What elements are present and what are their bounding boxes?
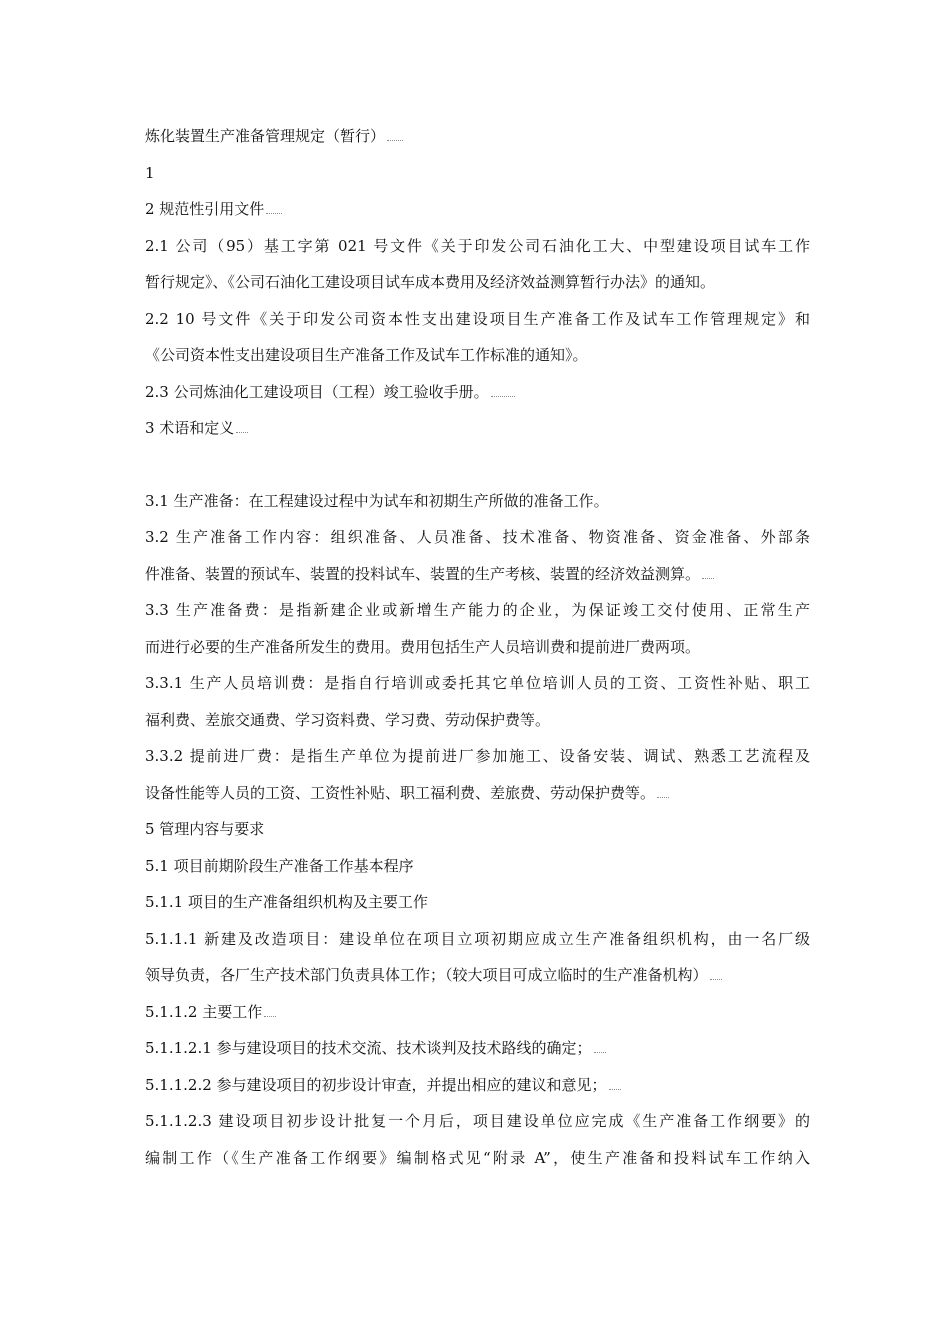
toc-leader (266, 212, 282, 214)
para-2-1-line-2: 暂行规定》、《公司石油化工建设项目试车成本费用及经济效益测算暂行办法》的通知。 (145, 273, 716, 291)
toc-leader (264, 1015, 276, 1017)
toc-leader (609, 1088, 621, 1090)
para-5-1-1-2-3-line-2: 编制工作（《生产准备工作纲要》编制格式见“附录 A”，使生产准备和投料试车工作纳入 (145, 1148, 810, 1167)
para-2-3: 2.3 公司炼油化工建设项目（工程）竣工验收手册。 (145, 382, 810, 419)
heading-section-5: 5 管理内容与要求 (145, 820, 265, 838)
para-3-3-2-line-2: 设备性能等人员的工资、工资性补贴、职工福利费、差旅费、劳动保护费等。 (145, 783, 810, 820)
para-5-1-1-1-line-2: 领导负责，各厂生产技术部门负责具体工作；（较大项目可成立临时的生产准备机构） (145, 965, 810, 1002)
heading-5-1-1-2: 5.1.1.2 主要工作 (145, 1002, 810, 1039)
toc-leader (702, 577, 714, 579)
toc-leader (491, 395, 515, 397)
para-3-1: 3.1 生产准备：在工程建设过程中为试车和初期生产所做的准备工作。 (145, 491, 609, 510)
para-5-1-1-2-2: 5.1.1.2.2 参与建设项目的初步设计审查，并提出相应的建议和意见； (145, 1075, 810, 1112)
heading-section-3: 3 术语和定义 (145, 418, 810, 455)
para-2-1-line-1: 2.1 公司（95）基工字第 021 号文件《关于印发公司石油化工大、中型建设项目试车工作 (145, 236, 810, 255)
page-number: 1 (145, 163, 155, 182)
document-page (145, 126, 810, 1184)
heading-5-1-1: 5.1.1 项目的生产准备组织机构及主要工作 (145, 893, 428, 911)
para-3-3-line-2: 而进行必要的生产准备所发生的费用。费用包括生产人员培训费和提前进厂费两项。 (145, 637, 701, 656)
para-5-1-1-1-line-1: 5.1.1.1 新建及改造项目：建设单位在项目立项初期应成立生产准备组织机构，由一名厂级 (145, 929, 810, 948)
para-3-2-line-2: 件准备、装置的预试车、装置的投料试车、装置的生产考核、装置的经济效益测算。 (145, 564, 810, 601)
para-3-3-1-line-1: 3.3.1 生产人员培训费：是指自行培训或委托其它单位培训人员的工资、工资性补贴、职工 (145, 674, 810, 692)
toc-leader (657, 796, 669, 798)
toc-leader (236, 431, 248, 433)
para-3-2-line-1: 3.2 生产准备工作内容：组织准备、人员准备、技术准备、物资准备、资金准备、外部条 (145, 528, 810, 546)
para-3-3-2-line-1: 3.3.2 提前进厂费：是指生产单位为提前进厂参加施工、设备安装、调试、熟悉工艺流程及 (145, 747, 810, 765)
para-5-1-1-2-3-line-1: 5.1.1.2.3 建设项目初步设计批复一个月后，项目建设单位应完成《生产准备工作纲要》的 (145, 1112, 810, 1130)
para-3-3-line-1: 3.3 生产准备费：是指新建企业或新增生产能力的企业，为保证竣工交付使用、正常生产 (145, 601, 810, 619)
para-3-3-1-line-2: 福利费、差旅交通费、学习资料费、学习费、劳动保护费等。 (145, 710, 551, 729)
blank-line (145, 455, 810, 491)
toc-leader (594, 1051, 606, 1053)
para-5-1-1-2-1: 5.1.1.2.1 参与建设项目的技术交流、技术谈判及技术路线的确定； (145, 1038, 810, 1075)
heading-5-1: 5.1 项目前期阶段生产准备工作基本程序 (145, 856, 414, 875)
document-title: 炼化装置生产准备管理规定（暂行） (145, 126, 810, 163)
toc-leader (387, 139, 403, 141)
heading-section-2: 2 规范性引用文件 (145, 199, 810, 236)
toc-leader (710, 978, 722, 980)
para-2-2-line-1: 2.2 10 号文件《关于印发公司资本性支出建设项目生产准备工作及试车工作管理规定》和 (145, 309, 810, 328)
para-2-2-line-2: 《公司资本性支出建设项目生产准备工作及试车工作标准的通知》。 (145, 346, 588, 364)
